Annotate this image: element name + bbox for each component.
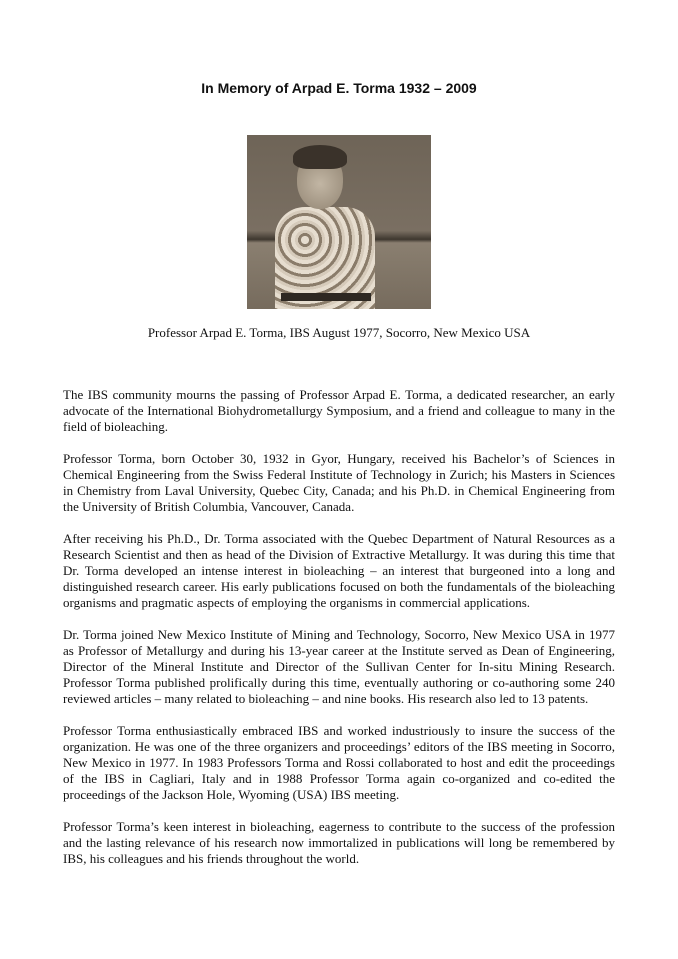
photo-caption: Professor Arpad E. Torma, IBS August 1977, Socorro, New Mexico USA (147, 325, 531, 340)
paragraph: After receiving his Ph.D., Dr. Torma associated with the Quebec Department of Natural Resources as a Research Scientist and then as head of the Division of Extractive Metallurgy. It was during this time that Dr. Torma developed an intense interest in bioleaching – an interest that burgeoned into a long and distinguished research career. His early publications focused on both the fundamentals of the bioleaching organisms and pragmatic aspects of employing the organisms in commercial applications. (63, 531, 615, 610)
paragraph: Professor Torma enthusiastically embraced IBS and worked industriously to insure the success of the organization. He was one of the three organizers and proceedings’ editors of the IBS meeting in Socorro, New Mexico in 1977. In 1983 Professors Torma and Rossi collaborated to host and edit the proceedings of the IBS in Cagliari, Italy and in 1988 Professor Torma again co-organized and co-edited the proceedings of the Jackson Hole, Wyoming (USA) IBS meeting. (63, 723, 615, 802)
page-title: In Memory of Arpad E. Torma 1932 – 2009 (201, 80, 477, 96)
paragraph: Dr. Torma joined New Mexico Institute of Mining and Technology, Socorro, New Mexico USA in 1977 as Professor of Metallurgy and during his 13-year career at the Institute served as Dean of Engineering, Director of the Mineral Institute and Director of the Sullivan Center for In-situ Mining Research. Professor Torma published prolifically during this time, eventually authoring or co-authoring some 240 reviewed articles – many related to bioleaching – and nine books. His research also led to 13 patents. (63, 627, 615, 706)
memorial-text (63, 387, 615, 883)
paragraph: Professor Torma’s keen interest in bioleaching, eagerness to contribute to the success of the profession and the lasting relevance of his research now immortalized in publications will long be remembered by IBS, his colleagues and his friends throughout the world. (63, 819, 615, 866)
portrait-photo (247, 135, 431, 309)
paragraph: The IBS community mourns the passing of Professor Arpad E. Torma, a dedicated researcher, an early advocate of the International Biohydrometallurgy Symposium, and a friend and colleague to many in the field of bioleaching. (63, 387, 615, 434)
paragraph: Professor Torma, born October 30, 1932 in Gyor, Hungary, received his Bachelor’s of Sciences in Chemical Engineering from the Swiss Federal Institute of Technology in Zurich; his Masters in Sciences in Chemistry from Laval University, Quebec City, Canada; and his Ph.D. in Chemical Engineering from the University of British Columbia, Vancouver, Canada. (63, 451, 615, 514)
photo-figure-hair (293, 145, 347, 169)
photo-figure-belt (281, 293, 371, 301)
